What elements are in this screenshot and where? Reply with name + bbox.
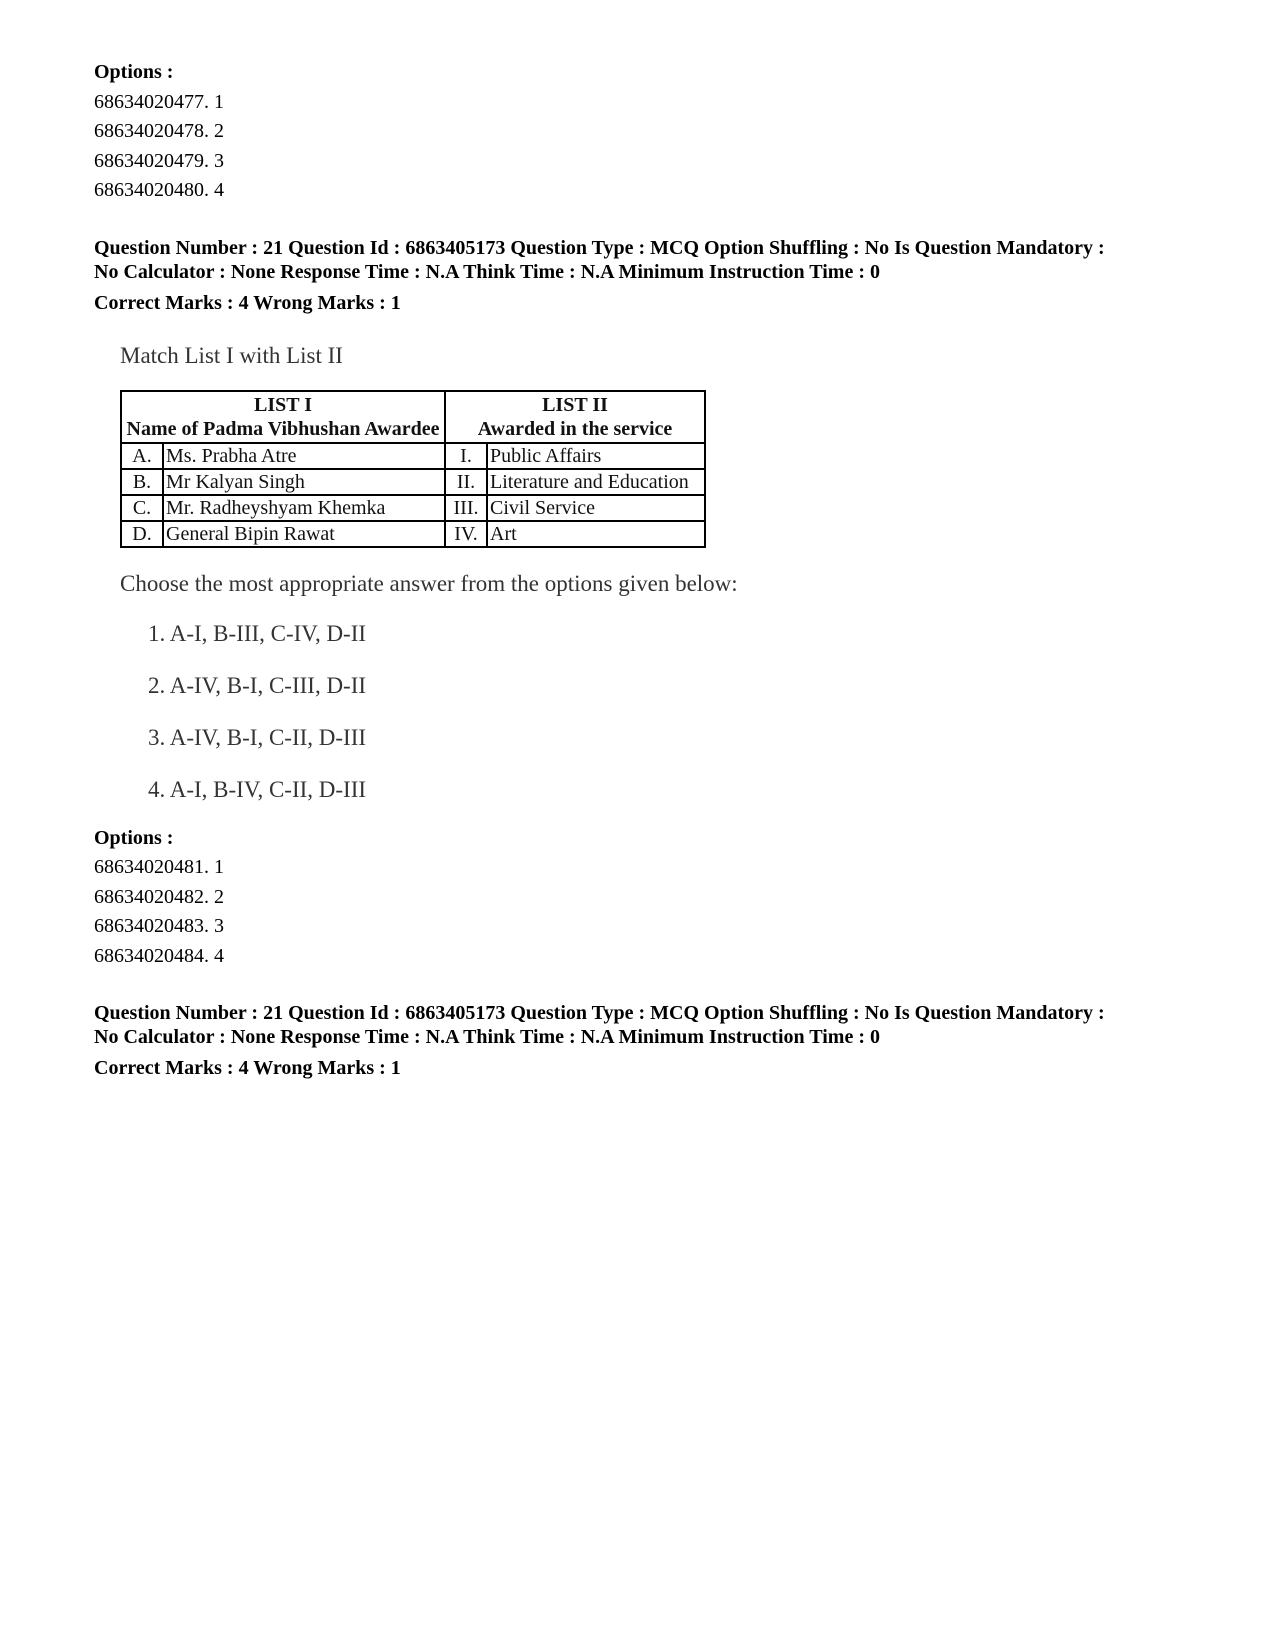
list1-value: Mr. Radheyshyam Khemka — [163, 495, 445, 521]
option-item: 68634020482. 2 — [94, 885, 224, 908]
list1-value: General Bipin Rawat — [163, 521, 445, 547]
choose-instruction: Choose the most appropriate answer from the options given below: — [120, 570, 738, 596]
list1-key: C. — [121, 495, 163, 521]
question-content — [120, 342, 1214, 804]
table-row — [121, 521, 705, 547]
document-page — [94, 58, 1214, 1083]
list2-key: IV. — [445, 521, 487, 547]
option-item: 68634020479. 3 — [94, 149, 224, 172]
option-item: 68634020478. 2 — [94, 120, 224, 142]
option-item: 68634020484. 4 — [94, 944, 224, 967]
answer-choice: 2. A-IV, B-I, C-III, D-II — [148, 672, 367, 698]
options-label: Options : — [94, 826, 174, 849]
list2-value: Public Affairs — [487, 443, 705, 469]
answer-choice: 3. A-IV, B-I, C-II, D-III — [148, 724, 367, 750]
list1-key: A. — [121, 443, 163, 469]
options-label: Options : — [94, 61, 174, 83]
list2-subtitle: Awarded in the service — [477, 417, 673, 440]
list1-key: B. — [121, 469, 163, 495]
question-meta-line2: No Calculator : None Response Time : N.A Think Time : N.A Minimum Instruction Time : 0 — [94, 1026, 880, 1048]
question-marks: Correct Marks : 4 Wrong Marks : 1 — [94, 291, 401, 314]
table-row — [121, 469, 705, 495]
question-prompt: Match List I with List II — [120, 342, 343, 368]
option-item: 68634020480. 4 — [94, 179, 224, 201]
answer-choice: 4. A-I, B-IV, C-II, D-III — [148, 776, 367, 802]
list2-header — [445, 391, 705, 443]
list2-key: I. — [445, 443, 487, 469]
list1-title: LIST I — [253, 393, 312, 416]
list1-value: Ms. Prabha Atre — [163, 443, 445, 469]
option-item: 68634020483. 3 — [94, 915, 224, 937]
list1-value: Mr Kalyan Singh — [163, 469, 445, 495]
question-meta-line1: Question Number : 21 Question Id : 6863405173 Question Type : MCQ Option Shuffling : No Is Question Mandatory : — [94, 236, 1105, 259]
answer-choice: 1. A-I, B-III, C-IV, D-II — [148, 620, 367, 646]
option-item: 68634020481. 1 — [94, 856, 224, 878]
table-row — [121, 443, 705, 469]
option-item: 68634020477. 1 — [94, 90, 224, 113]
question-meta-line2: No Calculator : None Response Time : N.A Think Time : N.A Minimum Instruction Time : 0 — [94, 260, 880, 283]
list2-title: LIST II — [542, 393, 608, 416]
list2-key: II. — [445, 469, 487, 495]
match-table — [120, 390, 706, 548]
list1-subtitle: Name of Padma Vibhushan Awardee — [126, 417, 440, 440]
list2-value: Art — [487, 521, 705, 547]
list1-key: D. — [121, 521, 163, 547]
list2-key: III. — [445, 495, 487, 521]
question-marks: Correct Marks : 4 Wrong Marks : 1 — [94, 1057, 401, 1079]
list2-value: Civil Service — [487, 495, 705, 521]
table-row — [121, 495, 705, 521]
list2-value: Literature and Education — [487, 469, 705, 495]
question-meta-line1: Question Number : 21 Question Id : 6863405173 Question Type : MCQ Option Shuffling : No Is Question Mandatory : — [94, 1002, 1105, 1024]
list1-header — [121, 391, 445, 443]
